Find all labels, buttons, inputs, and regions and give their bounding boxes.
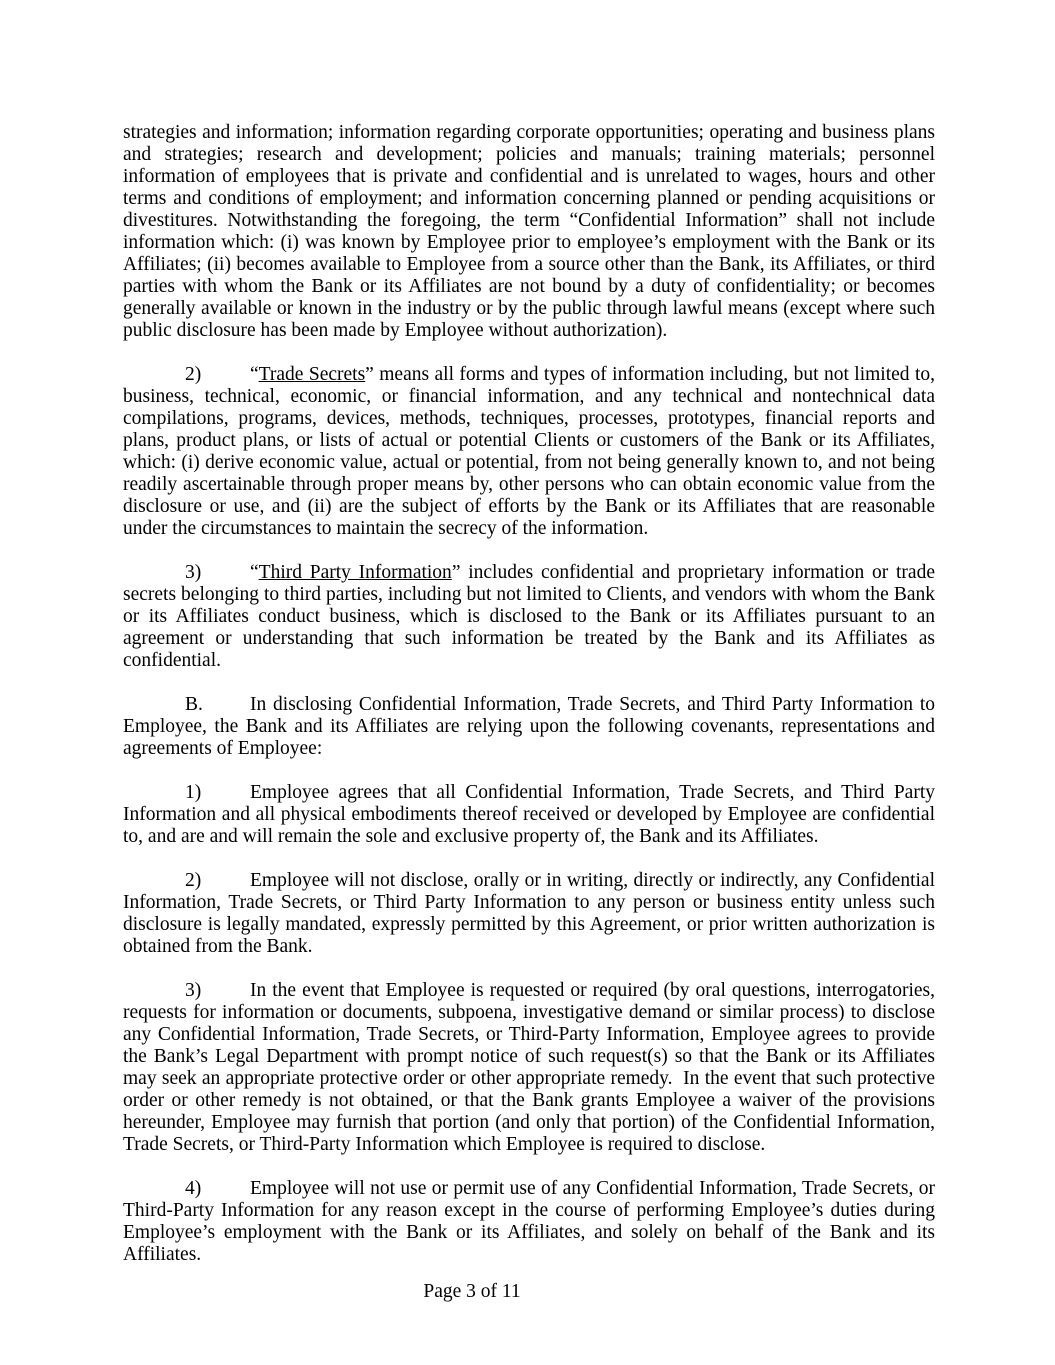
paragraph-number: 3) — [185, 980, 202, 1001]
text-run: ” means all forms and types of information including, but not limited to, business, technical, economic, or financial information, and any technical and nontechnical data compilations, programs, devices, methods, techniques, processes, prototypes, financial reports and plans, product plans, or lists of actual or potential Clients or customers of the Bank or its Affiliates, which: (i) derive economic value, actual or potential, from not being generally known to, and not being readily ascertainable through proper means by, other persons who can obtain economic value from the disclosure or use, and (ii) are the subject of efforts by the Bank or its Affiliates that are reasonable under the circumstances to maintain the secrecy of the information. — [123, 364, 935, 539]
defined-term: Trade Secrets — [258, 364, 366, 385]
paragraph — [123, 782, 935, 848]
page-number-footer: Page 3 of 11 — [423, 1281, 521, 1302]
text-run: Employee agrees that all Confidential Information, Trade Secrets, and Third Party Information and all physical embodiments thereof received or developed by Employee are confidential to, and are and will remain the sole and exclusive property of, the Bank and its Affiliates. — [123, 782, 935, 847]
paragraph-number: 1) — [185, 782, 202, 803]
paragraph — [123, 562, 935, 672]
paragraph-number: B. — [185, 694, 203, 715]
paragraph — [123, 122, 935, 342]
paragraph-number: 3) — [185, 562, 202, 583]
defined-term: Third Party Information — [258, 562, 452, 583]
paragraph — [123, 364, 935, 540]
paragraph — [123, 870, 935, 958]
text-run: Employee will not disclose, orally or in writing, directly or indirectly, any Confidential Information, Trade Secrets, or Third Party Information to any person or business entity unless such disclosure is legally mandated, expressly permitted by this Agreement, or prior written authorization is obtained from the Bank. — [123, 870, 935, 957]
text-run: In the event that Employee is requested or required (by oral questions, interrogatories, requests for information or documents, subpoena, investigative demand or similar process) to disclose any Confidential Information, Trade Secrets, or Third-Party Information, Employee agrees to provide the Bank’s Legal Department with prompt notice of such request(s) so that the Bank or its Affiliates may seek an appropriate protective order or other appropriate remedy. In the event that such protective order or other remedy is not obtained, or that the Bank grants Employee a waiver of the provisions hereunder, Employee may furnish that portion (and only that portion) of the Confidential Information, Trade Secrets, or Third-Party Information which Employee is required to disclose. — [123, 980, 935, 1155]
text-run: ” includes confidential and proprietary information or trade secrets belonging to third parties, including but not limited to Clients, and vendors with whom the Bank or its Affiliates conduct business, which is disclosed to the Bank or its Affiliates pursuant to an agreement or understanding that such information be treated by the Bank and its Affiliates as confidential. — [123, 562, 935, 671]
document-body — [123, 122, 935, 1288]
text-run: “ — [250, 562, 259, 583]
paragraph-number: 4) — [185, 1178, 202, 1199]
text-run: strategies and information; information regarding corporate opportunities; operating and business plans and strategies; research and development; policies and manuals; training materials; personnel information of employees that is private and confidential and is unrelated to wages, hours and other terms and conditions of employment; and information concerning planned or pending acquisitions or divestitures. Notwithstanding the foregoing, the term “Confidential Information” shall not include information which: (i) was known by Employee prior to employee’s employment with the Bank or its Affiliates; (ii) becomes available to Employee from a source other than the Bank, its Affiliates, or third parties with whom the Bank or its Affiliates are not bound by a duty of confidentiality; or becomes generally available or known in the industry or by the public through lawful means (except where such public disclosure has been made by Employee without authorization). — [123, 122, 935, 341]
text-run: Employee will not use or permit use of any Confidential Information, Trade Secrets, or Third-Party Information for any reason except in the course of performing Employee’s duties during Employee’s employment with the Bank or its Affiliates, and solely on behalf of the Bank and its Affiliates. — [123, 1178, 935, 1265]
text-run: “ — [250, 364, 259, 385]
paragraph — [123, 1178, 935, 1266]
paragraph-number: 2) — [185, 870, 202, 891]
paragraph — [123, 980, 935, 1156]
paragraph-number: 2) — [185, 364, 202, 385]
text-run: In disclosing Confidential Information, Trade Secrets, and Third Party Information to Employee, the Bank and its Affiliates are relying upon the following covenants, representations and agreements of Employee: — [123, 694, 935, 759]
paragraph — [123, 694, 935, 760]
